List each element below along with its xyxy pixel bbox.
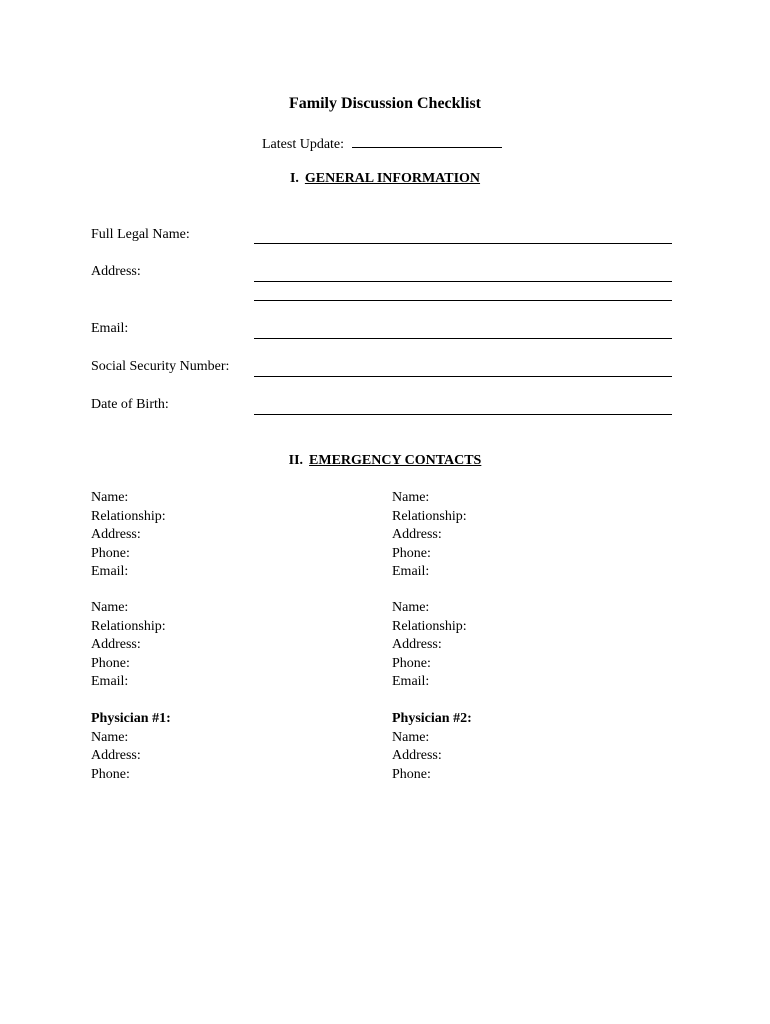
physician-name-label: Name:: [91, 729, 129, 745]
contact-email-label: Email:: [91, 564, 129, 579]
latest-update-label: Latest Update:: [262, 137, 345, 152]
physician-phone-label: Phone:: [91, 766, 130, 782]
contact-email-label: Email:: [392, 674, 430, 689]
ssn-label: Social Security Number:: [91, 359, 230, 374]
contact-address-label: Address:: [91, 527, 141, 542]
section-heading-general-information: [0, 170, 770, 188]
emergency-contact-3: [91, 599, 166, 692]
physician-1: [91, 710, 171, 784]
contact-relationship-label: Relationship:: [91, 508, 166, 524]
date-of-birth-field[interactable]: [254, 414, 672, 415]
contact-phone-label: Phone:: [91, 545, 130, 561]
physician-phone-label: Phone:: [392, 766, 431, 782]
contact-name-label: Name:: [91, 490, 129, 505]
contact-relationship-label: Relationship:: [91, 618, 166, 634]
physician-address-label: Address:: [91, 748, 141, 763]
contact-address-label: Address:: [91, 637, 141, 652]
emergency-contact-4: [392, 599, 467, 692]
physician-address-label: Address:: [392, 748, 442, 763]
full-legal-name-field[interactable]: [254, 243, 672, 244]
emergency-contact-2: [392, 489, 467, 582]
email-label: Email:: [91, 321, 129, 336]
section-title: EMERGENCY CONTACTS: [309, 453, 482, 468]
contact-phone-label: Phone:: [392, 655, 431, 671]
contact-name-label: Name:: [392, 490, 430, 505]
physician-name-label: Name:: [392, 729, 430, 745]
contact-phone-label: Phone:: [392, 545, 431, 561]
contact-relationship-label: Relationship:: [392, 618, 467, 634]
contact-address-label: Address:: [392, 637, 442, 652]
address-label: Address:: [91, 264, 141, 279]
physician-title: Physician #1:: [91, 711, 171, 726]
contact-email-label: Email:: [91, 674, 129, 689]
latest-update-field[interactable]: [352, 133, 502, 148]
ssn-field[interactable]: [254, 376, 672, 377]
contact-name-label: Name:: [392, 600, 430, 615]
contact-address-label: Address:: [392, 527, 442, 542]
page-title: Family Discussion Checklist: [288, 95, 481, 112]
address-field-line-1[interactable]: [254, 281, 672, 282]
email-field[interactable]: [254, 338, 672, 339]
full-legal-name-label: Full Legal Name:: [91, 227, 190, 242]
physician-title: Physician #2:: [392, 711, 472, 726]
date-of-birth-label: Date of Birth:: [91, 397, 169, 412]
contact-relationship-label: Relationship:: [392, 508, 467, 524]
latest-update-row: [262, 133, 502, 154]
emergency-contact-1: [91, 489, 166, 582]
section-number: II.: [288, 453, 304, 468]
contact-email-label: Email:: [392, 564, 430, 579]
section-title: GENERAL INFORMATION: [304, 171, 481, 186]
section-number: I.: [289, 171, 299, 186]
section-heading-emergency-contacts: [0, 452, 770, 470]
contact-phone-label: Phone:: [91, 655, 130, 671]
physician-2: [392, 710, 472, 784]
address-field-line-2[interactable]: [254, 300, 672, 301]
contact-name-label: Name:: [91, 600, 129, 615]
